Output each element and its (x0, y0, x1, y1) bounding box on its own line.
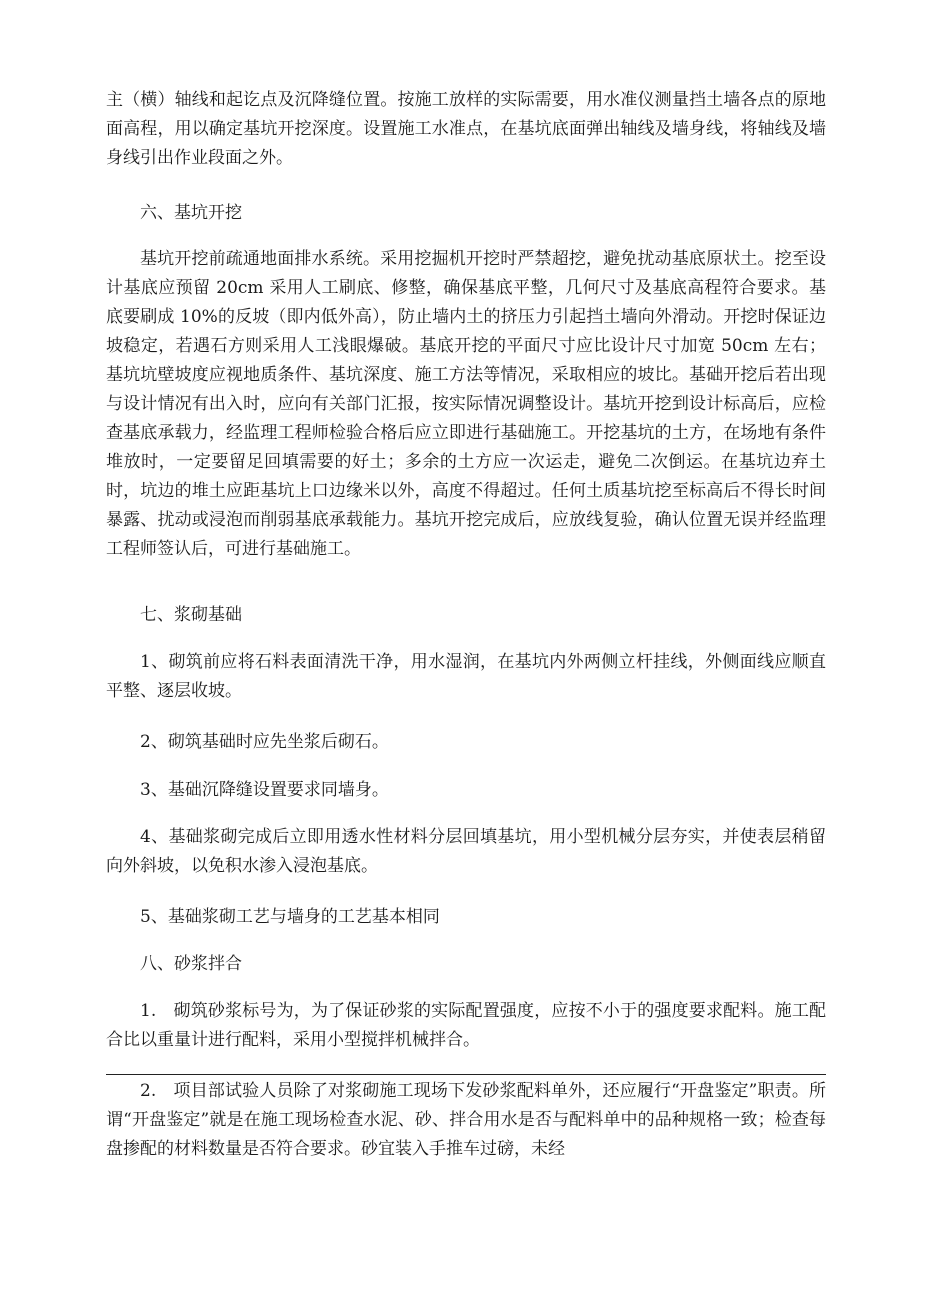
paragraph-six: 基坑开挖前疏通地面排水系统。采用挖掘机开挖时严禁超挖，避免扰动基底原状土。挖至设计基底应预留 20cm 采用人工刷底、修整，确保基底平整，几何尺寸及基底高程符合要求。基底要刷成 10%的反坡（即内低外高），防止墙内土的挤压力引起挡土墙向外滑动。开挖时保证边坡稳定，若遇石方则采用人工浅眼爆破。基底开挖的平面尺寸应比设计尺寸加宽 50cm 左右；基坑坑壁坡度应视地质条件、基坑深度、施工方法等情况，采取相应的坡比。基础开挖后若出现与设计情况有出入时，应向有关部门汇报，按实际情况调整设计。基坑开挖到设计标高后，应检查基底承载力，经监理工程师检验合格后应立即进行基础施工。开挖基坑的土方，在场地有条件堆放时，一定要留足回填需要的好土；多余的土方应一次运走，避免二次倒运。在基坑边弃土时，坑边的堆土应距基坑上口边缘米以外，高度不得超过。任何土质基坑挖至标高后不得长时间暴露、扰动或浸泡而削弱基底承载能力。基坑开挖完成后，应放线复验，确认位置无误并经监理工程师签认后，可进行基础施工。 (106, 249, 826, 559)
page-divider (106, 1074, 826, 1075)
paragraph-seven-2: 2、砌筑基础时应先坐浆后砌石。 (140, 732, 389, 752)
section-heading-eight: 八、砂浆拌合 (140, 954, 242, 974)
paragraph-seven-4: 4、基础浆砌完成后立即用透水性材料分层回填基坑，用小型机械分层夯实，并使表层稍留向外斜坡，以免积水渗入浸泡基底。 (106, 827, 826, 876)
section-heading-six: 六、基坑开挖 (140, 203, 242, 223)
paragraph-eight-1: 1. 砌筑砂浆标号为，为了保证砂浆的实际配置强度，应按不小于的强度要求配料。施工配合比以重量计进行配料，采用小型搅拌机械拌合。 (106, 1001, 826, 1050)
paragraph-seven-5: 5、基础浆砌工艺与墙身的工艺基本相同 (140, 907, 440, 927)
section-heading-seven: 七、浆砌基础 (140, 605, 242, 625)
paragraph-intro: 主（横）轴线和起讫点及沉降缝位置。按施工放样的实际需要，用水准仪测量挡土墙各点的原地面高程，用以确定基坑开挖深度。设置施工水准点，在基坑底面弹出轴线及墙身线，将轴线及墙身线引出作业段面之外。 (106, 90, 826, 168)
paragraph-seven-3: 3、基础沉降缝设置要求同墙身。 (140, 780, 389, 800)
paragraph-eight-2: 2. 项目部试验人员除了对浆砌施工现场下发砂浆配料单外，还应履行“开盘鉴定”职责。所谓“开盘鉴定”就是在施工现场检查水泥、砂、拌合用水是否与配料单中的品种规格一致；检查每盘掺配的材料数量是否符合要求。砂宜装入手推车过磅，未经 (106, 1081, 826, 1159)
paragraph-seven-1: 1、砌筑前应将石料表面清洗干净，用水湿润，在基坑内外两侧立杆挂线，外侧面线应顺直平整、逐层收坡。 (106, 652, 826, 701)
